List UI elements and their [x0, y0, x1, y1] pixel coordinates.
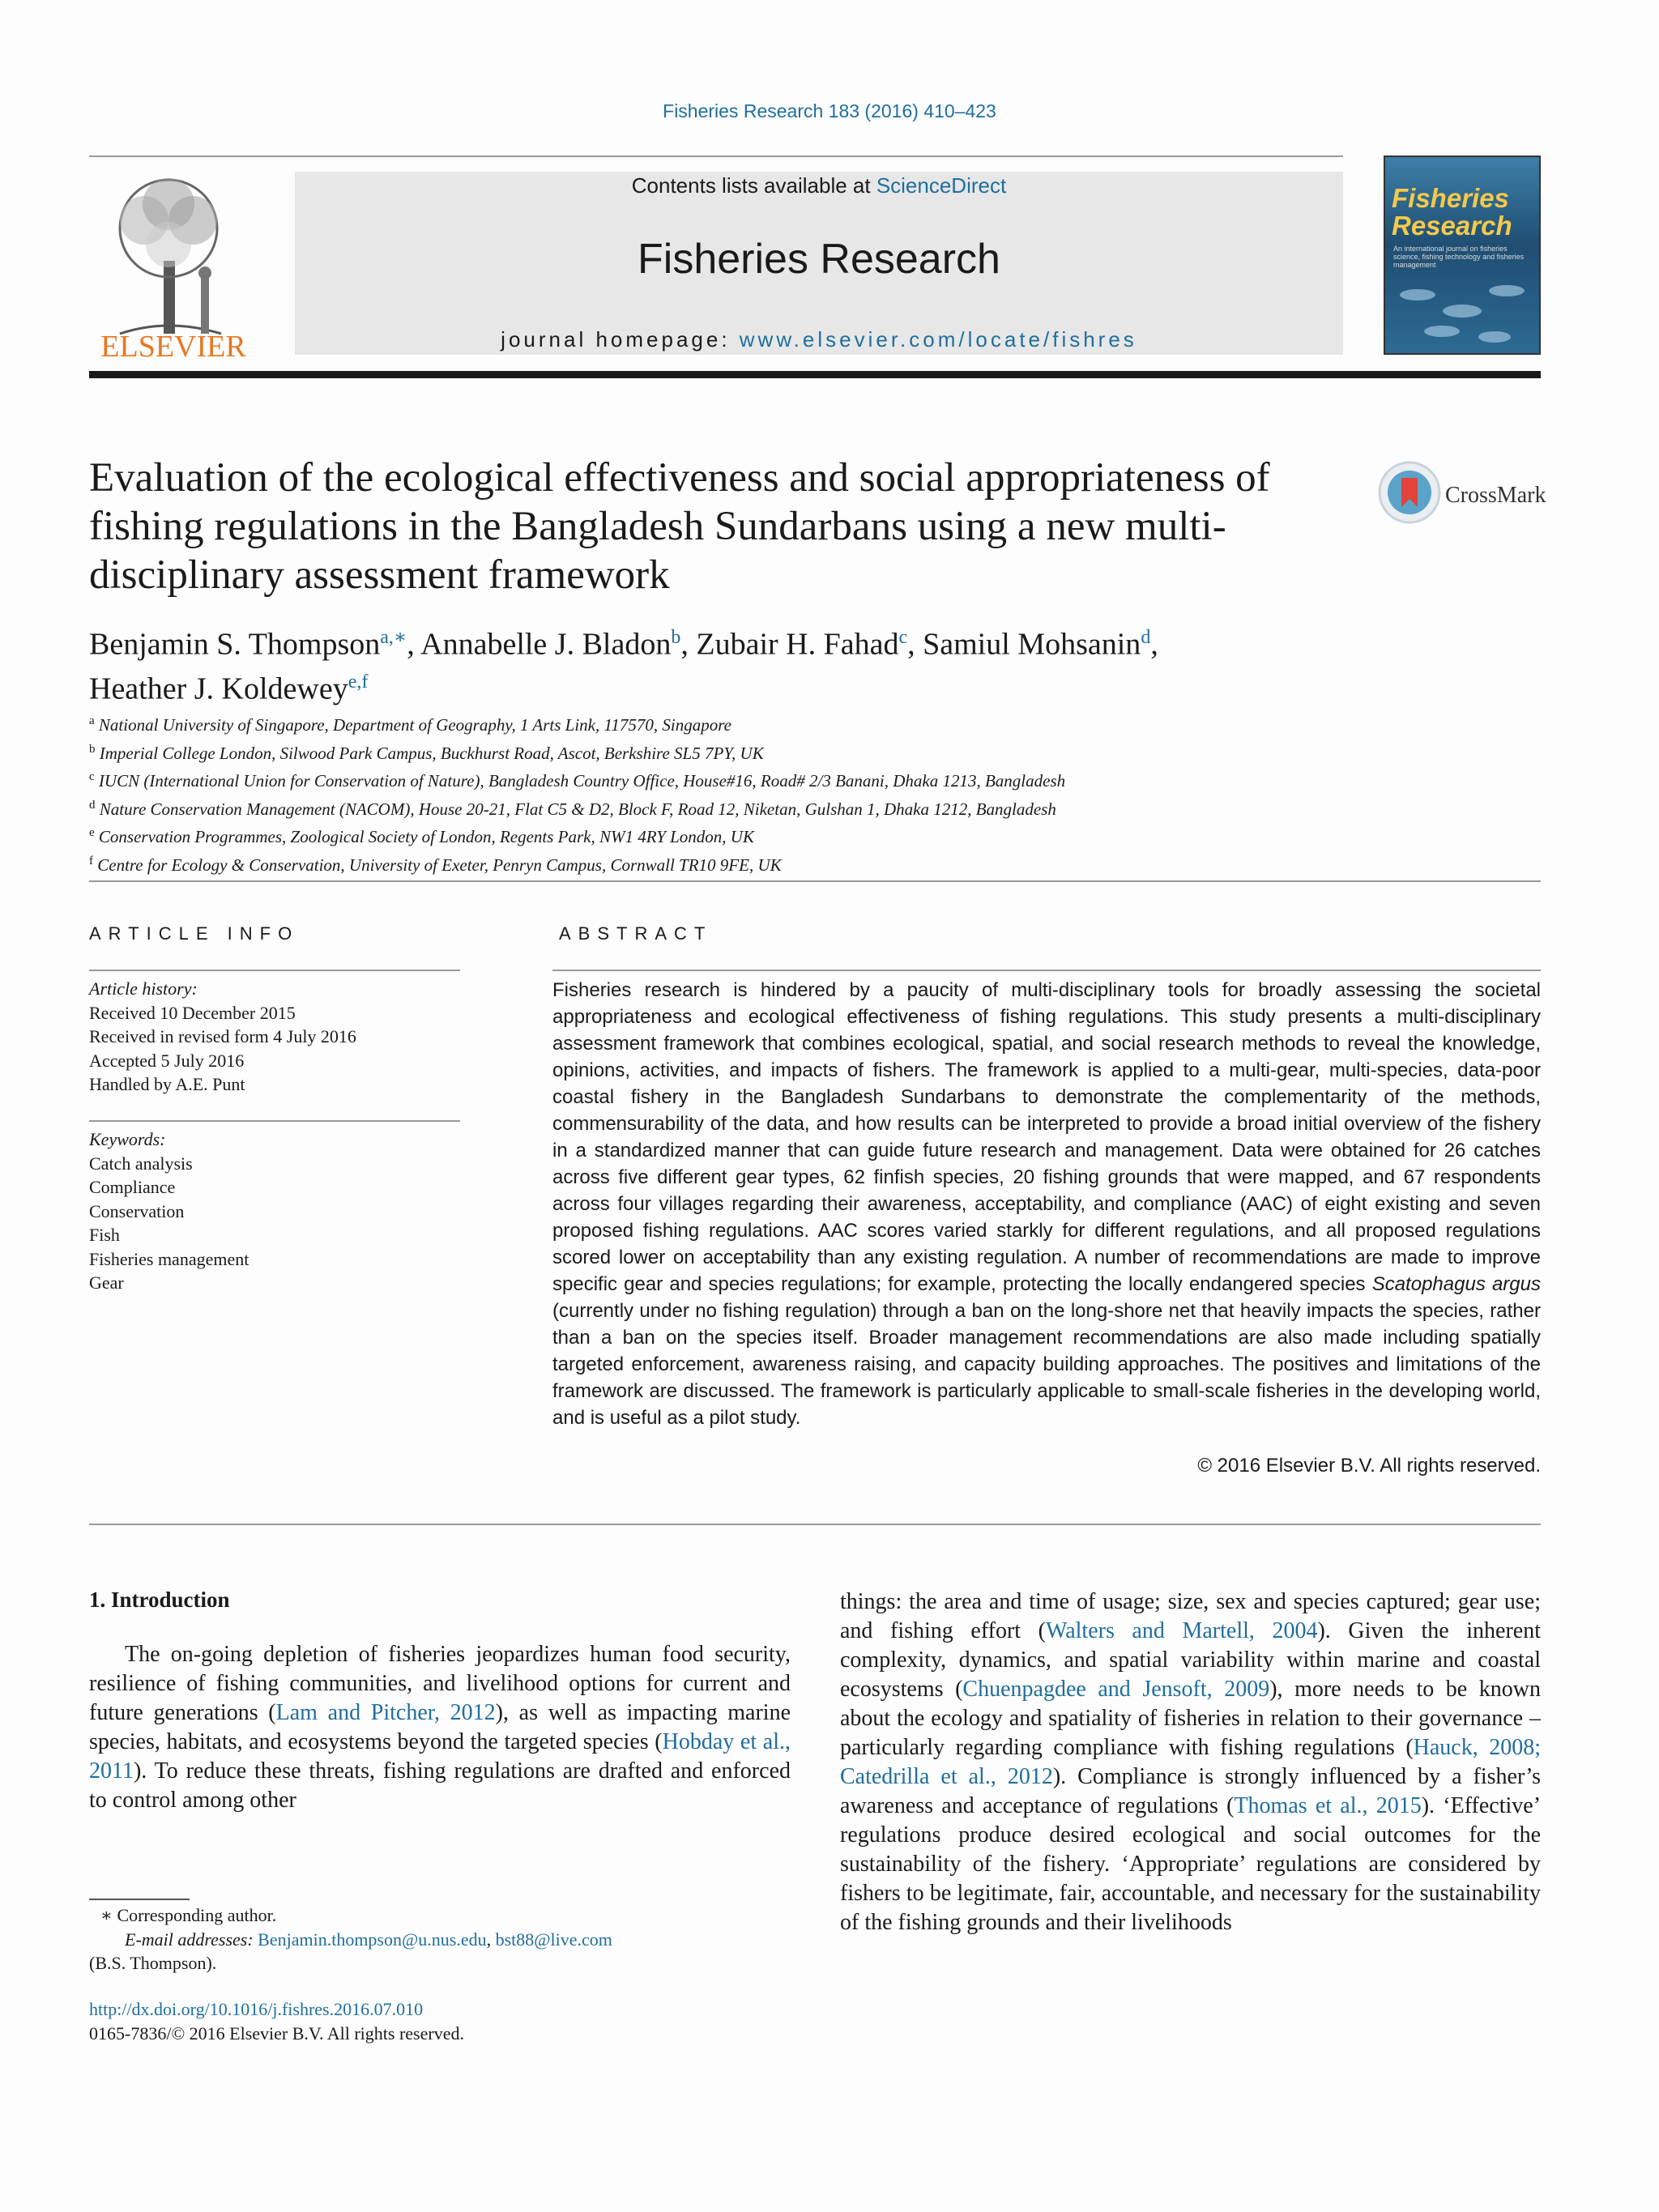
keyword-item: Conservation: [89, 1200, 185, 1221]
crossmark-label: CrossMark: [1445, 483, 1546, 508]
elsevier-tree-icon: [87, 172, 259, 363]
body-text: The on-going depletion of fisheries jeopardizes human food security, resilience of fishing communities, and livelihood options for current and future generations (: [89, 1642, 791, 1725]
author-affiliation-marker[interactable]: b: [671, 627, 681, 648]
footnote-name: (B.S. Thompson).: [89, 1953, 217, 1973]
article-title: Evaluation of the ecological effectiveness and social appropriateness of fishing regulations in the Bangladesh Sundarbans using a new multi-disciplinary assessment framework: [89, 455, 1270, 598]
article-history: [89, 977, 460, 1097]
history-item: Received 10 December 2015: [89, 1002, 296, 1023]
journal-reference-link[interactable]: Fisheries Research 183 (2016) 410–423: [663, 100, 996, 121]
affiliation-item: [89, 738, 1515, 766]
corresponding-footnote: [89, 1903, 791, 1975]
body-text: things: the area and time of usage; size, sex and species captured; gear use; and fishing effort (: [840, 1589, 1541, 1643]
email-label: E-mail addresses:: [125, 1929, 258, 1950]
cover-title: Fisheries Research: [1392, 183, 1512, 241]
keyword-item: Gear: [89, 1272, 124, 1293]
sciencedirect-link[interactable]: ScienceDirect: [876, 173, 1007, 198]
homepage-link[interactable]: www.elsevier.com/locate/fishres: [739, 327, 1137, 352]
body-column-1: [89, 1640, 791, 1815]
journal-cover-image: [1384, 156, 1541, 355]
affiliation-text: Centre for Ecology & Conservation, University of Exeter, Penryn Campus, Cornwall TR10 9FE, UK: [97, 855, 782, 875]
affiliation-item: [89, 765, 1515, 794]
body-text: ). To reduce these threats, fishing regulations are drafted and enforced to control among other: [89, 1758, 791, 1813]
author-name: Zubair H. Fahad: [696, 627, 899, 662]
abstract-species: Scatophagus argus: [1371, 1273, 1541, 1295]
affiliation-item: [89, 850, 1515, 878]
homepage-line: [295, 327, 1343, 352]
author-name: Benjamin S. Thompson: [89, 627, 381, 662]
author-name: Heather J. Koldewey: [89, 671, 348, 706]
citation-link[interactable]: Thomas et al., 2015: [1234, 1793, 1422, 1818]
history-item: Accepted 5 July 2016: [89, 1050, 245, 1071]
author-name: Annabelle J. Bladon: [420, 627, 672, 662]
abstract-copyright: © 2016 Elsevier B.V. All rights reserved.: [1197, 1455, 1541, 1477]
author-affiliation-marker[interactable]: e,f: [348, 671, 369, 693]
author-list: [89, 619, 1466, 707]
elsevier-logo: [87, 172, 259, 363]
author-separator: ,: [907, 627, 923, 662]
history-items: [89, 1001, 460, 1097]
email-separator: ,: [486, 1929, 496, 1950]
affiliation-marker: d: [89, 798, 96, 812]
footnote-rule: [89, 1899, 190, 1900]
footnote-star: ∗: [100, 1905, 113, 1925]
affiliation-text: Imperial College London, Silwood Park Campus, Buckhurst Road, Ascot, Berkshire SL5 7PY, UK: [99, 743, 764, 763]
keywords-rule: [89, 1120, 460, 1122]
keyword-item: Fisheries management: [89, 1248, 249, 1269]
history-item: Handled by A.E. Punt: [89, 1074, 245, 1094]
footnote-corresponding: Corresponding author.: [117, 1905, 277, 1925]
body-text: ). Given the inherent complexity, dynamics, and spatial variability within marine and coastal ecosystems (: [840, 1618, 1541, 1702]
body-text: ), more needs to be known about the ecology and spatiality of fisheries in relation to their governance – particularly regarding compliance with fishing regulations (: [840, 1677, 1541, 1760]
affiliation-marker: b: [89, 742, 96, 756]
affiliation-item: [89, 794, 1515, 822]
history-label: Article history:: [89, 978, 198, 999]
citation-link[interactable]: Hauck, 2008; Catedrilla et al., 2012: [840, 1735, 1541, 1789]
citation-link[interactable]: Walters and Martell, 2004: [1046, 1618, 1318, 1643]
cover-subtitle: An international journal on fisheries science, fishing technology and fisheries management: [1393, 245, 1525, 269]
email-link-2[interactable]: bst88@live.com: [495, 1929, 612, 1950]
keyword-item: Catch analysis: [89, 1153, 193, 1174]
citation-link[interactable]: Lam and Pitcher, 2012: [275, 1700, 496, 1725]
author-affiliation-marker[interactable]: a,∗: [380, 627, 407, 648]
body-text: ). ‘Effective’ regulations produce desired ecological and social outcomes for the sustainability of the fishery. ‘Appropriate’ regulations are considered by fishers to be legitimate, fair, accountable, and necessary for the sustainability of the fishing grounds and their livelihoods: [840, 1793, 1542, 1935]
affiliation-text: Nature Conservation Management (NACOM), House 20-21, Flat C5 & D2, Block F, Road 12, Niketan, Gulshan 1, Dhaka 1212, Bangladesh: [99, 799, 1056, 819]
affiliation-list: [89, 710, 1515, 877]
body-column-2: [840, 1588, 1541, 1937]
keyword-item: Compliance: [89, 1177, 176, 1197]
contents-prefix: Contents lists available at: [631, 173, 876, 198]
doi-link[interactable]: http://dx.doi.org/10.1016/j.fishres.2016.07.010: [89, 1999, 424, 2019]
citation-link[interactable]: Hobday et al., 2011: [89, 1729, 791, 1784]
affiliation-text: Conservation Programmes, Zoological Society of London, Regents Park, NW1 4RY London, UK: [98, 827, 754, 846]
homepage-prefix: journal homepage:: [501, 327, 740, 352]
affiliation-text: IUCN (International Union for Conservation of Nature), Bangladesh Country Office, House#16, Road# 2/3 Banani, Dhaka 1213, Bangladesh: [98, 771, 1066, 791]
top-rule: [89, 156, 1343, 157]
keyword-items: [89, 1152, 460, 1295]
history-item: Received in revised form 4 July 2016: [89, 1026, 356, 1046]
author-affiliation-marker[interactable]: c: [898, 627, 908, 648]
author-separator: ,: [407, 627, 421, 662]
doi-block: [89, 1997, 791, 2045]
header-thick-rule: [89, 371, 1541, 378]
issn-line: 0165-7836/© 2016 Elsevier B.V. All rights reserved.: [89, 2022, 464, 2044]
crossmark-button[interactable]: [1377, 460, 1547, 526]
keyword-item: Fish: [89, 1225, 120, 1245]
citation-link[interactable]: Chuenpagdee and Jensoft, 2009: [962, 1677, 1270, 1702]
author-separator: ,: [680, 627, 697, 662]
body-text: ), as well as impacting marine species, habitats, and ecosystems beyond the targeted species (: [89, 1700, 791, 1754]
keywords-block: [89, 1127, 460, 1295]
affiliation-marker: f: [89, 854, 93, 867]
author-affiliation-marker[interactable]: d: [1141, 627, 1151, 648]
affiliation-marker: e: [89, 826, 95, 839]
contents-line: [295, 173, 1343, 198]
journal-name: Fisheries Research: [638, 236, 1000, 283]
section-heading-introduction: 1. Introduction: [89, 1588, 230, 1612]
abstract-rule: [552, 970, 1541, 971]
affiliation-marker: c: [89, 770, 95, 783]
abstract-text: [552, 977, 1541, 1431]
body-rule: [89, 1524, 1541, 1525]
affiliation-item: [89, 710, 1515, 738]
elsevier-wordmark: ELSEVIER: [100, 330, 246, 363]
author-name: Samiul Mohsanin: [923, 627, 1141, 662]
crossmark-icon: [1377, 460, 1547, 526]
article-info-heading: ARTICLE INFO: [89, 923, 300, 944]
article-info-rule: [89, 970, 460, 971]
abstract-part-2: (currently under no fishing regulation) through a ban on the long-shore net that heavily impacts the species, rather than a ban on the species itself. Broader management recommendations are also made including spatially targeted enforcement, awareness raising, and capacity building approaches. The positives and limitations of the framework are discussed. The framework is particularly applicable to small-scale fisheries in the developing world, and is useful as a pilot study.: [552, 1300, 1541, 1429]
email-link-1[interactable]: Benjamin.thompson@u.nus.edu: [258, 1929, 487, 1950]
affiliation-text: National University of Singapore, Department of Geography, 1 Arts Link, 117570, Singapore: [98, 715, 731, 735]
abstract-heading: ABSTRACT: [559, 923, 713, 944]
affiliation-marker: a: [89, 714, 95, 727]
author-separator: ,: [1150, 627, 1158, 662]
affiliation-item: [89, 821, 1515, 850]
affiliation-rule: [89, 880, 1541, 882]
abstract-part-1: Fisheries research is hindered by a paucity of multi-disciplinary tools for broadly assessing the societal appropriateness and ecological effectiveness of fishing regulations. This study presents a multi-disciplinary assessment framework that combines ecological, spatial, and social research methods to reveal the knowledge, opinions, activities, and impacts of fishers. The framework is applied to a multi-gear, multi-species, data-poor coastal fishery in the Bangladesh Sundarbans to demonstrate the complementarity of the methods, commensurability of the data, and how results can be interpreted to provide a broad initial overview of the fishery in a standardized manner that can guide future research and management. Data were obtained for 26 catches across five different gear types, 62 finfish species, 20 fishing grounds that were mapped, and 67 respondents across four villages regarding their awareness, acceptability, and compliance (AAC) of eight existing and seven proposed fishing regulations. AAC scores varied starkly for different regulations, and all proposed regulations scored lower on acceptability than any existing regulation. A number of recommendations are made to improve specific gear and species regulations; for example, protecting the locally endangered species: [552, 979, 1541, 1295]
keywords-label: Keywords:: [89, 1129, 166, 1149]
body-text: ). Compliance is strongly influenced by a fisher’s awareness and acceptance of regulations (: [840, 1764, 1541, 1818]
